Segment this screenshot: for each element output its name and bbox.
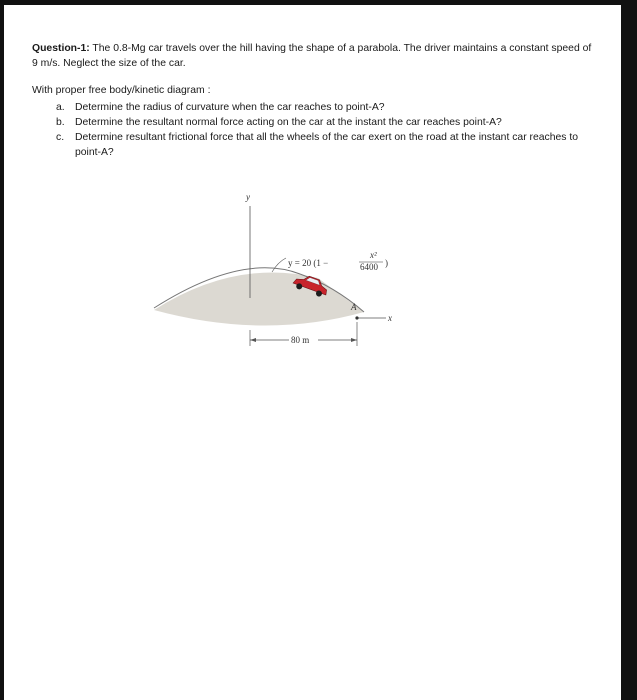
task-item-b <box>56 115 597 130</box>
task-item-a <box>56 100 597 115</box>
task-text: Determine resultant frictional force that all the wheels of the car exert on the road at the instant car reaches to point-A? <box>75 132 579 158</box>
task-item-c <box>56 130 597 160</box>
task-text: Determine the radius of curvature when the car reaches to point-A? <box>75 102 385 113</box>
question-text: The 0.8-Mg car travels over the hill having the shape of a parabola. The driver maintains a constant speed of 9 m/s. Neglect the size of the car. <box>32 43 592 69</box>
hill-shape <box>154 272 364 325</box>
question-paragraph <box>32 41 597 71</box>
question-label: Question-1: <box>32 43 90 54</box>
task-text: Determine the resultant normal force acting on the car at the instant the car reaches point-A? <box>75 117 502 128</box>
equation-numerator: x² <box>370 250 377 260</box>
dimension-label: 80 m <box>291 335 310 345</box>
question-block <box>32 41 597 160</box>
task-marker: c. <box>56 132 65 143</box>
y-axis-label: y <box>246 192 250 202</box>
dimension-arrow-left <box>250 338 256 342</box>
equation-left: y = 20 (1 − <box>288 258 329 268</box>
task-marker: a. <box>56 102 65 113</box>
equation-right: ) <box>385 258 388 268</box>
dimension-arrow-right <box>351 338 357 342</box>
scrollbar-track[interactable] <box>621 0 637 700</box>
task-list <box>32 100 597 160</box>
x-axis-label: x <box>388 313 392 323</box>
document-page <box>4 5 621 700</box>
figure-drawing <box>154 190 394 355</box>
question-statement <box>32 41 597 71</box>
instruction-intro: With proper free body/kinetic diagram : <box>32 85 211 96</box>
point-a-label: A <box>351 302 357 312</box>
task-marker: b. <box>56 117 65 128</box>
hill-car-figure <box>154 190 394 355</box>
equation-denominator: 6400 <box>360 262 378 272</box>
point-a-marker <box>355 316 358 319</box>
